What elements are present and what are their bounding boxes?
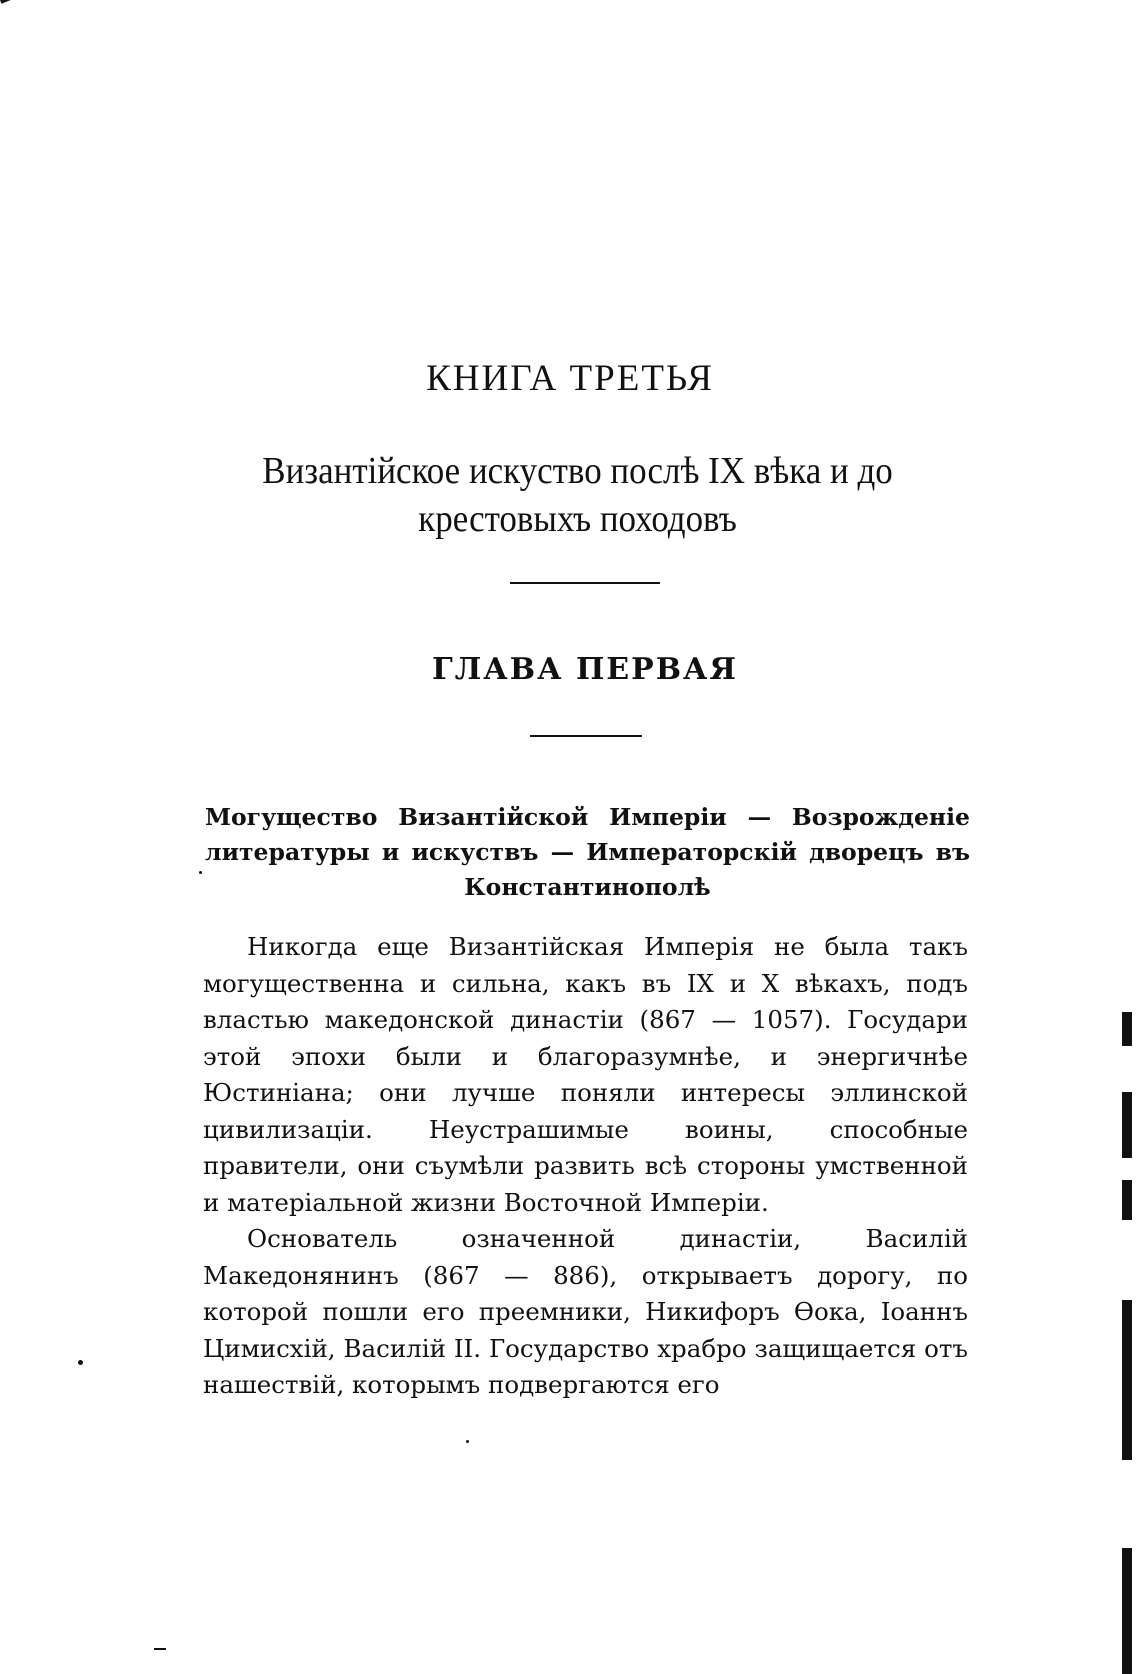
title-divider [510,582,660,584]
scan-speck [199,871,202,874]
scan-speck [154,1648,166,1650]
body-text [203,929,968,1404]
scan-edge-mark [1122,1548,1132,1674]
scan-edge-mark [1122,1180,1132,1220]
book-subtitle: Византійское искуство послѣ IX вѣка и до крестовыхъ походовъ [262,450,893,540]
scan-speck [466,1440,469,1443]
scan-speck [78,1360,83,1365]
chapter-title: ГЛАВА ПЕРВАЯ [432,652,738,687]
scan-edge-mark [1122,1300,1132,1460]
chapter-summary: Могущество Византійской Имперіи — Возрожденіе литературы и искуствъ — Императорскій дворецъ въ Константинополѣ [205,803,970,901]
scan-mark [0,0,24,4]
scan-edge-mark [1122,1092,1132,1158]
book-title: КНИГА ТРЕТЬЯ [426,358,714,399]
scan-edge-mark [1122,1012,1132,1046]
paragraph: Никогда еще Византійская Имперія не была такъ могущественна и сильна, какъ въ IX и X вѣкахъ, подъ властью македонской династіи (867 — 1057). Государи этой эпохи были и благоразумнѣе, и энергичнѣе Юстиніана; они лучше поняли интересы эллинской цивилизаціи. Неустрашимые воины, способные правители, они съумѣли развить всѣ стороны умственной и матеріальной жизни Восточной Имперіи. [203,932,968,1217]
paragraph: Основатель означенной династіи, Василій Македонянинъ (867 — 886), открываетъ дорогу, по которой пошли его преемники, Никифоръ Өока, Іоаннъ Цимисхій, Василій II. Государство храбро защищается отъ нашествій, которымъ подвергаются его [203,1224,968,1399]
chapter-divider [530,735,642,737]
